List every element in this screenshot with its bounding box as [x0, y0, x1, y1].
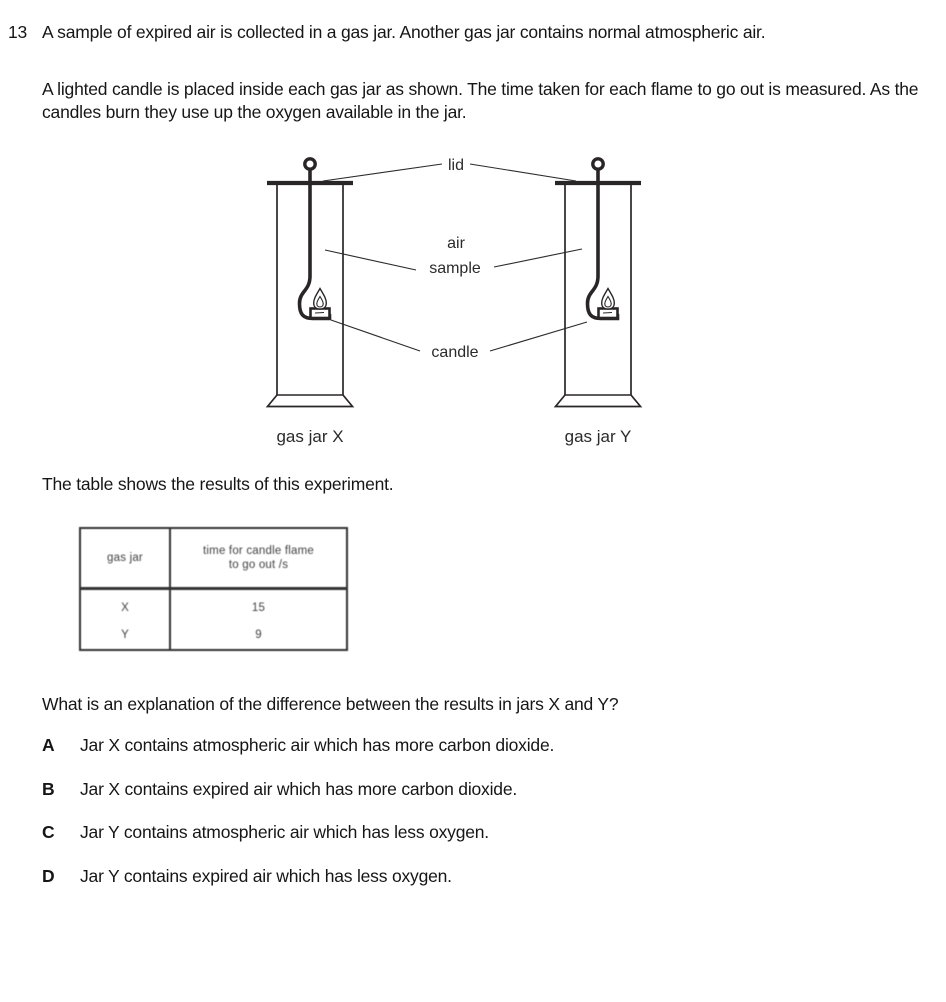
- gas-jar-diagram: [240, 145, 680, 455]
- option-letter: A: [42, 735, 55, 755]
- question-intro-2: A lighted candle is placed inside each gas jar as shown. The time taken for each flame to go out is measured. As the candles burn they use up the oxygen available in the jar.: [42, 79, 919, 122]
- option-a: [42, 734, 554, 757]
- label-leader-lines: [323, 164, 587, 351]
- cell-time: 15: [170, 589, 347, 621]
- table-row: [80, 589, 347, 621]
- option-d: [42, 865, 554, 888]
- option-letter: C: [42, 822, 55, 842]
- option-text: Jar X contains atmospheric air which has more carbon dioxide.: [80, 735, 555, 755]
- option-text: Jar Y contains expired air which has less oxygen.: [80, 865, 452, 886]
- cell-jar: Y: [121, 628, 129, 641]
- option-letter: B: [42, 778, 55, 799]
- gas-jar-y-drawing: [555, 159, 641, 407]
- answer-options: [42, 734, 554, 888]
- table-intro: The table shows the results of this experiment.: [42, 474, 394, 494]
- gas-jar-x-drawing: [267, 159, 353, 407]
- col-header-time-line1: time for candle flame: [203, 545, 314, 557]
- option-text: Jar X contains expired air which has more carbon dioxide.: [80, 778, 518, 799]
- results-table-container: [79, 527, 348, 651]
- col-header-gas-jar: gas jar: [80, 528, 170, 589]
- candle-label: candle: [431, 344, 479, 361]
- cell-time: 9: [170, 620, 347, 650]
- question-prompt: What is an explanation of the difference between the results in jars X and Y?: [42, 694, 619, 714]
- gas-jar-x-label: gas jar X: [276, 427, 344, 446]
- option-c: [42, 821, 554, 844]
- lid-label: lid: [447, 157, 465, 174]
- table-header-row: [80, 528, 347, 589]
- col-header-time: [170, 528, 347, 589]
- sample-label: sample: [429, 260, 481, 277]
- col-header-time-line2: to go out /s: [228, 559, 289, 571]
- question-intro-1: A sample of expired air is collected in a gas jar. Another gas jar contains normal atmospheric air.: [42, 22, 766, 42]
- table-row: [80, 620, 347, 650]
- gas-jar-y-label: gas jar Y: [564, 427, 632, 446]
- cell-jar: X: [121, 601, 129, 614]
- option-text: Jar Y contains atmospheric air which has less oxygen.: [80, 822, 489, 842]
- air-label: air: [447, 235, 465, 252]
- option-letter: D: [42, 865, 55, 886]
- option-b: [42, 778, 554, 801]
- results-table: [79, 527, 348, 651]
- question-number: 13: [8, 22, 28, 42]
